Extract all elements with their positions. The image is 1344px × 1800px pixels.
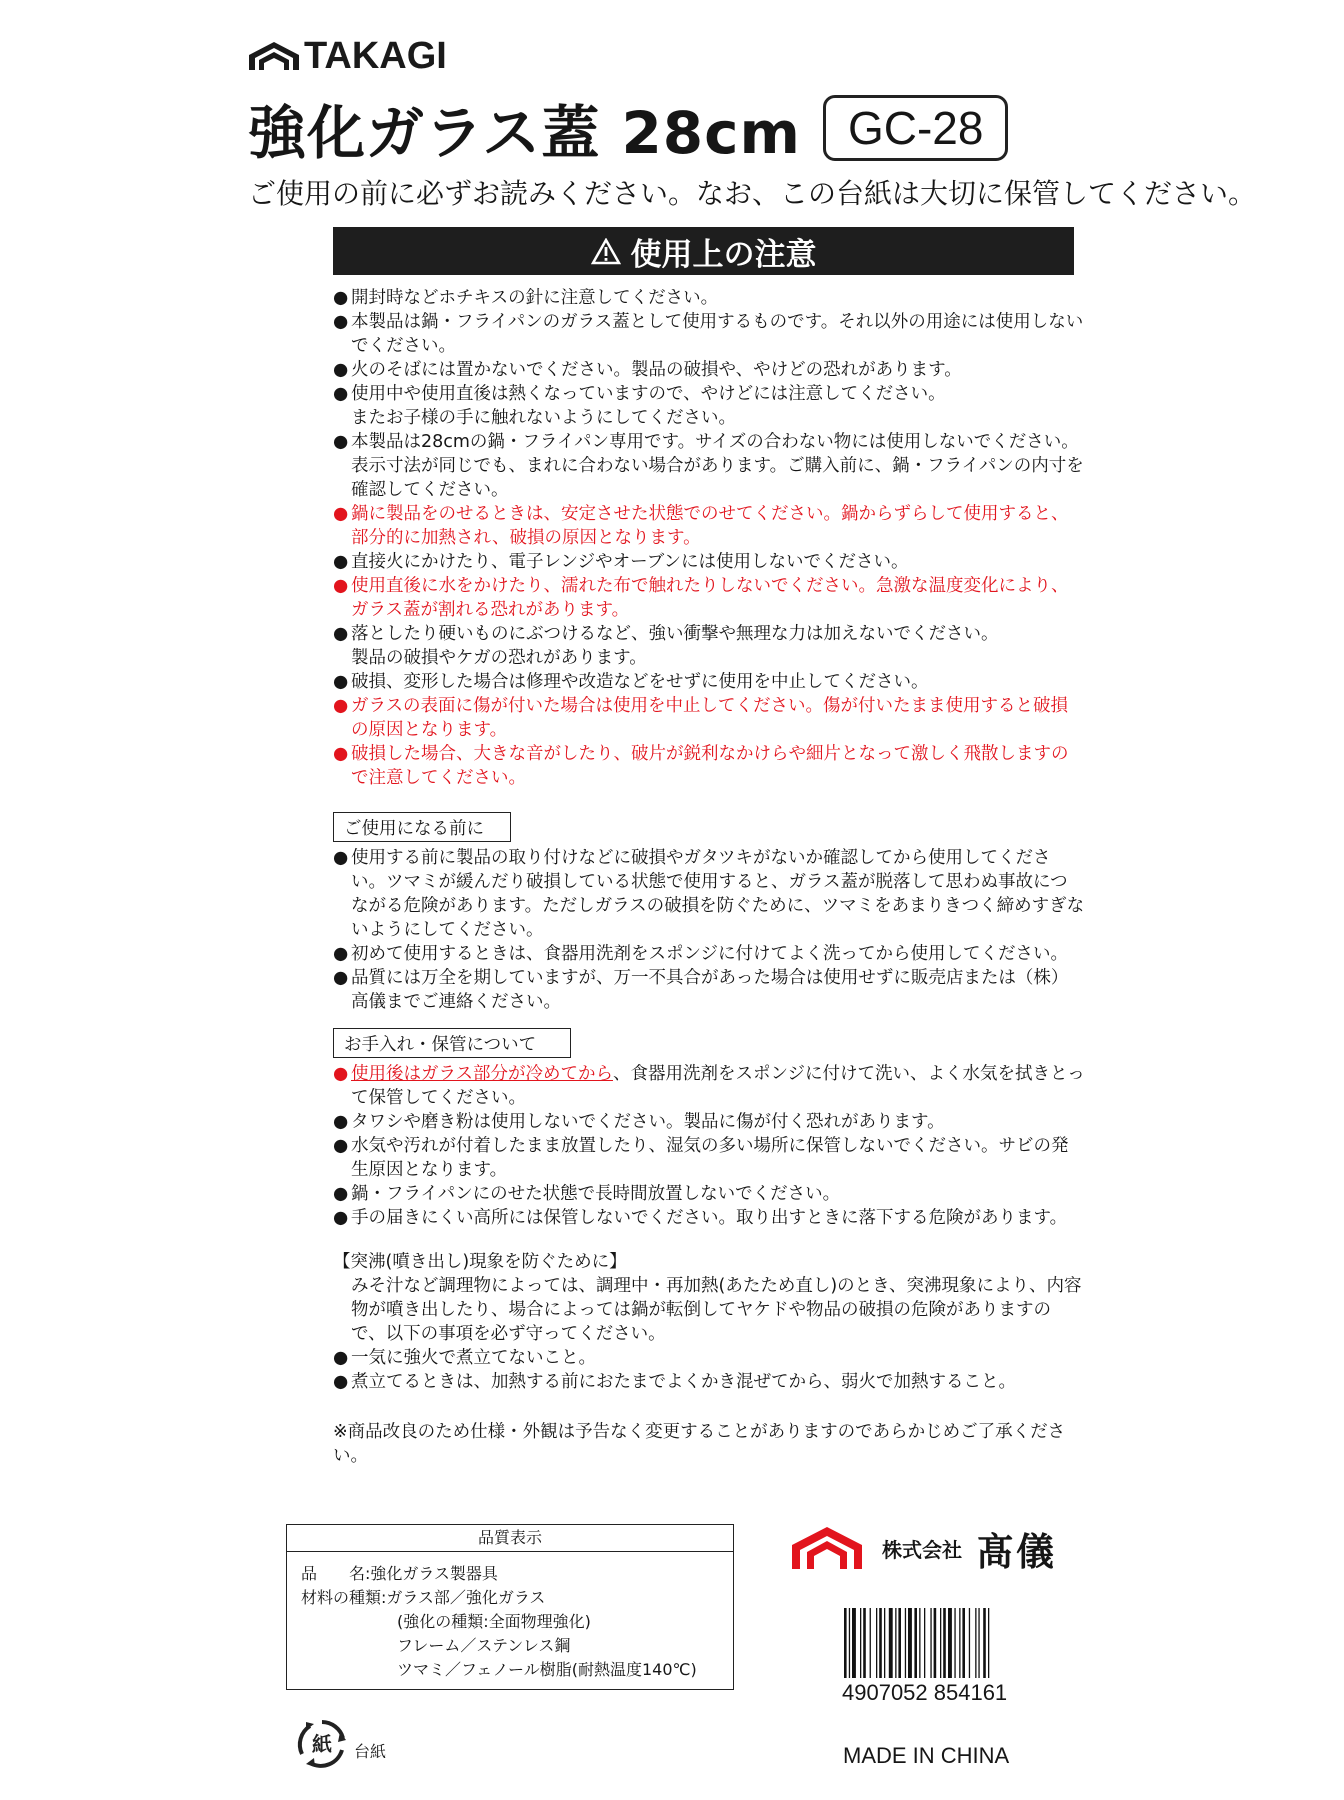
recycle-symbol: 紙 xyxy=(312,1732,332,1756)
barcode-bar xyxy=(924,1608,925,1678)
list-item: ● ガラスの表面に傷が付いた場合は使用を中止してください。傷が付いたまま使用すると破損の原因となります。 xyxy=(333,696,1068,740)
barcode-bar xyxy=(852,1608,856,1678)
barcode-bar xyxy=(940,1608,941,1678)
house-logo-icon xyxy=(248,41,300,71)
before-use-heading: ご使用になる前に xyxy=(333,812,511,842)
company-name: 髙儀 xyxy=(976,1528,1057,1574)
before-use-list xyxy=(333,846,1085,1014)
barcode-bar xyxy=(943,1608,946,1678)
list-item: ● 品質には万全を期していますが、万一不具合があった場合は使用せずに販売店または（株）高儀までご連絡ください。 xyxy=(333,968,1069,1012)
barcode-bar xyxy=(914,1608,917,1678)
caution-list xyxy=(333,286,1085,790)
barcode-bar xyxy=(870,1608,871,1678)
barcode-bar xyxy=(978,1608,979,1678)
barcode-bar xyxy=(879,1608,882,1678)
company-block xyxy=(790,1524,1056,1572)
list-item: ● 直接火にかけたり、電子レンジやオーブンには使用しないでください。 xyxy=(333,552,909,572)
bumping-title: 【突沸(噴き出し)現象を防ぐために】 xyxy=(333,1252,627,1272)
barcode-bar xyxy=(884,1608,885,1678)
barcode-bar xyxy=(930,1608,931,1678)
list-item: ● 使用直後に水をかけたり、濡れた布で触れたりしないでください。急激な温度変化により、ガラス蓋が割れる恐れがあります。 xyxy=(333,576,1069,620)
list-item: ● 一気に強火で煮立てないこと。 xyxy=(333,1348,596,1368)
recycle-mark xyxy=(296,1718,386,1770)
barcode-bar xyxy=(975,1608,976,1678)
quality-row: 品 名:強化ガラス製器具 xyxy=(301,1564,498,1583)
quality-row: フレーム／ステンレス鋼 xyxy=(397,1636,571,1655)
barcode xyxy=(842,1608,1032,1678)
list-item: ● 使用する前に製品の取り付けなどに破損やガタツキがないか確認してから使用してください。ツマミが緩んだり破損している状態で使用すると、ガラス蓋が脱落して思わぬ事故につながる危険があります。ただしガラスの破損を防ぐために、ツマミをあまりきつく締めすぎないようにしてください。 xyxy=(333,848,1085,940)
care-warning: 使用後はガラス部分が冷めてから xyxy=(351,1064,613,1084)
title-text: 強化ガラス蓋 28cm xyxy=(248,99,801,167)
barcode-bar xyxy=(895,1608,896,1678)
barcode-bar xyxy=(889,1608,893,1678)
quality-title: 品質表示 xyxy=(287,1525,733,1552)
list-item: ● 破損、変形した場合は修理や改造などをせずに使用を中止してください。 xyxy=(333,672,929,692)
bumping-intro: みそ汁など調理物によっては、調理中・再加熱(あたため直し)のとき、突沸現象により、内容物が噴き出したり、場合によっては鍋が転倒してヤケドや物品の破損の危険がありますので、以下の事項を必ず守ってください。 xyxy=(351,1276,1082,1344)
list-item: ● 開封時などホチキスの針に注意してください。 xyxy=(333,288,719,308)
barcode-bar xyxy=(983,1608,986,1678)
barcode-bar xyxy=(898,1608,901,1678)
barcode-bar xyxy=(969,1608,970,1678)
barcode-bar xyxy=(919,1608,920,1678)
list-item: ● 鍋・フライパンにのせた状態で長時間放置しないでください。 xyxy=(333,1184,841,1204)
brand-logo xyxy=(248,36,447,76)
quality-row: ツマミ／フェノール樹脂(耐熱温度140℃) xyxy=(397,1660,697,1679)
company-logo-icon xyxy=(790,1525,864,1571)
quality-label-box xyxy=(286,1524,734,1690)
caution-title: 使用上の注意 xyxy=(630,236,817,273)
barcode-bar xyxy=(962,1608,965,1678)
care-list xyxy=(333,1062,1085,1230)
country-of-origin: MADE IN CHINA xyxy=(843,1743,1010,1768)
list-item: ● 本製品は28cmの鍋・フライパン専用です。サイズの合わない物には使用しないでください。 表示寸法が同じでも、まれに合わない場合があります。ご購入前に、鍋・フライパンの内寸を確認してください。 xyxy=(333,432,1084,500)
list-item: ● 水気や汚れが付着したまま放置したり、湿気の多い場所に保管しないでください。サビの発生原因となります。 xyxy=(333,1136,1069,1180)
list-item: ● 破損した場合、大きな音がしたり、破片が鋭利なかけらや細片となって激しく飛散しますので注意してください。 xyxy=(333,744,1069,788)
barcode-bar xyxy=(876,1608,877,1678)
barcode-bar xyxy=(948,1608,952,1678)
list-item: ● タワシや磨き粉は使用しないでください。製品に傷が付く恐れがあります。 xyxy=(333,1112,945,1132)
barcode-bar xyxy=(860,1608,861,1678)
paper-recycle-icon xyxy=(296,1718,348,1770)
warning-icon xyxy=(591,238,621,265)
list-item: ● 手の届きにくい高所には保管しないでください。取り出すときに落下する危険があります。 xyxy=(333,1208,1068,1228)
recycle-label: 台紙 xyxy=(354,1741,387,1761)
list-item: ● 使用中や使用直後は熱くなっていますので、やけどには注意してください。 またお子様の手に触れないようにしてください。 xyxy=(333,384,946,428)
barcode-bar xyxy=(844,1608,847,1678)
barcode-bar xyxy=(954,1608,955,1678)
list-item: ● 初めて使用するときは、食器用洗剤をスポンジに付けてよく洗ってから使用してください。 xyxy=(333,944,1069,964)
quality-row: (強化の種類:全面物理強化) xyxy=(397,1612,591,1631)
brand-name: TAKAGI xyxy=(304,34,447,77)
footnote: ※商品改良のため仕様・外観は予告なく変更することがありますのであらかじめご了承ください。 xyxy=(333,1422,1066,1466)
list-item: ● 火のそばには置かないでください。製品の破損や、やけどの恐れがあります。 xyxy=(333,360,962,380)
caution-header xyxy=(333,227,1074,275)
product-title xyxy=(248,92,1008,167)
company-type: 株式会社 xyxy=(882,1537,962,1562)
barcode-bar xyxy=(988,1608,989,1678)
bumping-section xyxy=(333,1250,1085,1394)
care-heading: お手入れ・保管について xyxy=(333,1028,571,1058)
barcode-bar xyxy=(863,1608,866,1678)
barcode-bar xyxy=(934,1608,937,1678)
list-item: ● 鍋に製品をのせるときは、安定させた状態でのせてください。鍋からずらして使用すると、部分的に加熱され、破損の原因となります。 xyxy=(333,504,1069,548)
barcode-bar xyxy=(849,1608,850,1678)
barcode-number: 4907052 854161 xyxy=(842,1680,1008,1705)
model-number: GC-28 xyxy=(823,95,1008,161)
read-notice: ご使用の前に必ずお読みください。なお、この台紙は大切に保管してください。 xyxy=(248,177,1257,210)
barcode-bar xyxy=(959,1608,960,1678)
list-item: ● 煮立てるときは、加熱する前におたまでよくかき混ぜてから、弱火で加熱すること。 xyxy=(333,1372,1016,1392)
list-item: ● 落としたり硬いものにぶつけるなど、強い衝撃や無理な力は加えないでください。 製品の破損やケガの恐れがあります。 xyxy=(333,624,999,668)
barcode-bar xyxy=(905,1608,906,1678)
list-item: ● 本製品は鍋・フライパンのガラス蓋として使用するものです。それ以外の用途には使用しないでください。 xyxy=(333,312,1084,356)
quality-row: 材料の種類:ガラス部／強化ガラス xyxy=(301,1588,546,1607)
barcode-bar xyxy=(908,1608,912,1678)
list-item: ● 使用後はガラス部分が冷めてから、食器用洗剤をスポンジに付けて洗い、よく水気を拭きとって保管してください。 xyxy=(333,1064,1085,1108)
